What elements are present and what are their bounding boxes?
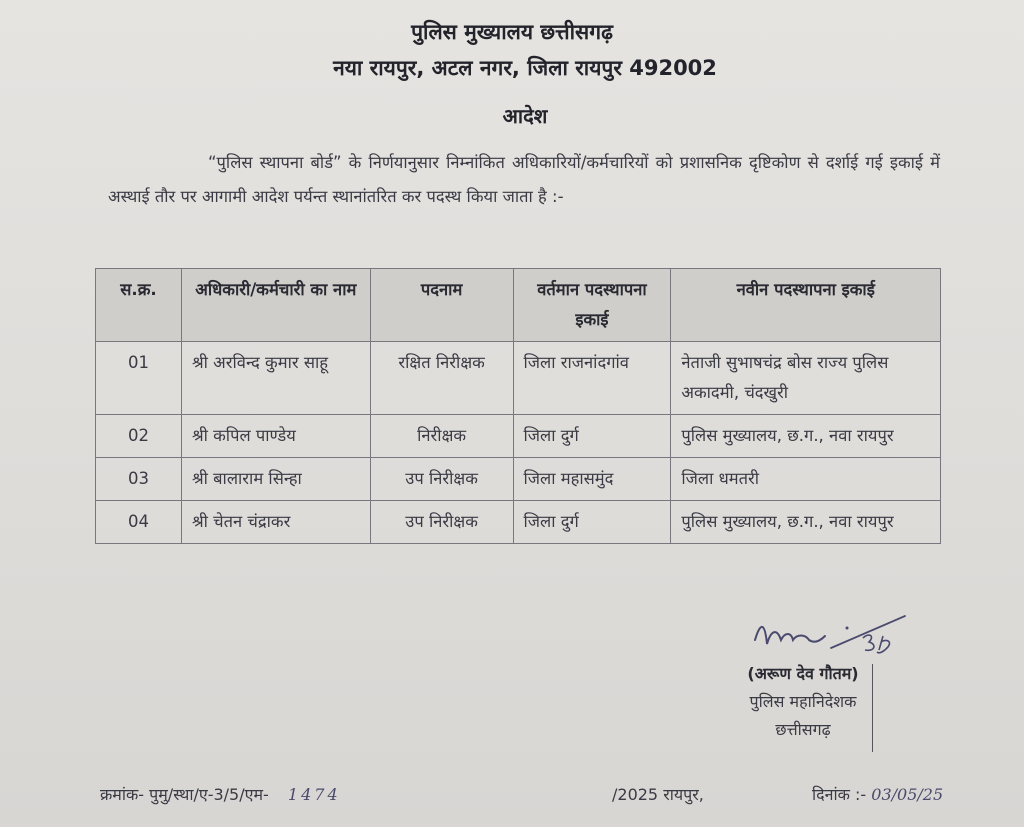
cell-serial: 03 bbox=[96, 458, 182, 501]
signatory-designation: पुलिस महानिदेशक bbox=[749, 692, 857, 711]
order-title: आदेश bbox=[502, 104, 548, 128]
date-value: 03/05/25 bbox=[871, 785, 944, 804]
signatory-block bbox=[730, 660, 876, 744]
header-serial: स.क्र. bbox=[96, 269, 182, 342]
signatory-state: छत्तीसगढ़ bbox=[775, 720, 831, 739]
cell-name: श्री बालाराम सिन्हा bbox=[181, 458, 370, 501]
reference-label: क्रमांक- पुमु/स्था/ए-3/5/एम- bbox=[100, 785, 269, 804]
office-address: नया रायपुर, अटल नगर, जिला रायपुर 492002 bbox=[333, 56, 717, 80]
signature-divider bbox=[872, 664, 873, 752]
cell-current-unit: जिला दुर्ग bbox=[513, 501, 671, 544]
signatory-name: (अरूण देव गौतम) bbox=[747, 664, 859, 683]
cell-new-unit: नेताजी सुभाषचंद्र बोस राज्य पुलिस अकादमी, चंदखुरी bbox=[671, 342, 941, 415]
reference-number: 1474 bbox=[287, 785, 341, 804]
cell-new-unit: पुलिस मुख्यालय, छ.ग., नवा रायपुर bbox=[671, 415, 941, 458]
cell-current-unit: जिला दुर्ग bbox=[513, 415, 671, 458]
cell-current-unit: जिला राजनांदगांव bbox=[513, 342, 671, 415]
header-designation: पदनाम bbox=[370, 269, 513, 342]
cell-designation: रक्षित निरीक्षक bbox=[370, 342, 513, 415]
year-place: /2025 रायपुर, bbox=[612, 785, 704, 804]
table-header-row bbox=[96, 269, 941, 342]
cell-designation: निरीक्षक bbox=[370, 415, 513, 458]
date-label: दिनांक :- bbox=[812, 785, 867, 804]
table-row bbox=[96, 342, 941, 415]
cell-new-unit: जिला धमतरी bbox=[671, 458, 941, 501]
header-new-unit: नवीन पदस्थापना इकाई bbox=[671, 269, 941, 342]
cell-serial: 01 bbox=[96, 342, 182, 415]
header-current-unit: वर्तमान पदस्थापना इकाई bbox=[513, 269, 671, 342]
date-line bbox=[812, 783, 943, 805]
cell-current-unit: जिला महासमुंद bbox=[513, 458, 671, 501]
cell-name: श्री चेतन चंद्राकर bbox=[181, 501, 370, 544]
cell-new-unit: पुलिस मुख्यालय, छ.ग., नवा रायपुर bbox=[671, 501, 941, 544]
table-row bbox=[96, 501, 941, 544]
reference-number-line bbox=[100, 783, 341, 805]
office-name: पुलिस मुख्यालय छत्तीसगढ़ bbox=[411, 20, 613, 44]
header-name: अधिकारी/कर्मचारी का नाम bbox=[181, 269, 370, 342]
order-intro-paragraph: “पुलिस स्थापना बोर्ड” के निर्णयानुसार निम्नांकित अधिकारियों/कर्मचारियों को प्रशासनिक दृष्टिकोण से दर्शाई गई इकाई में अस्थाई तौर पर आगामी आदेश पर्यन्त स्थानांतरित कर पदस्थ किया जाता है :- bbox=[108, 153, 940, 206]
cell-name: श्री कपिल पाण्डेय bbox=[181, 415, 370, 458]
cell-serial: 04 bbox=[96, 501, 182, 544]
table-row bbox=[96, 415, 941, 458]
table-row bbox=[96, 458, 941, 501]
cell-serial: 02 bbox=[96, 415, 182, 458]
cell-designation: उप निरीक्षक bbox=[370, 501, 513, 544]
transfer-table bbox=[95, 268, 941, 544]
cell-designation: उप निरीक्षक bbox=[370, 458, 513, 501]
cell-name: श्री अरविन्द कुमार साहू bbox=[181, 342, 370, 415]
